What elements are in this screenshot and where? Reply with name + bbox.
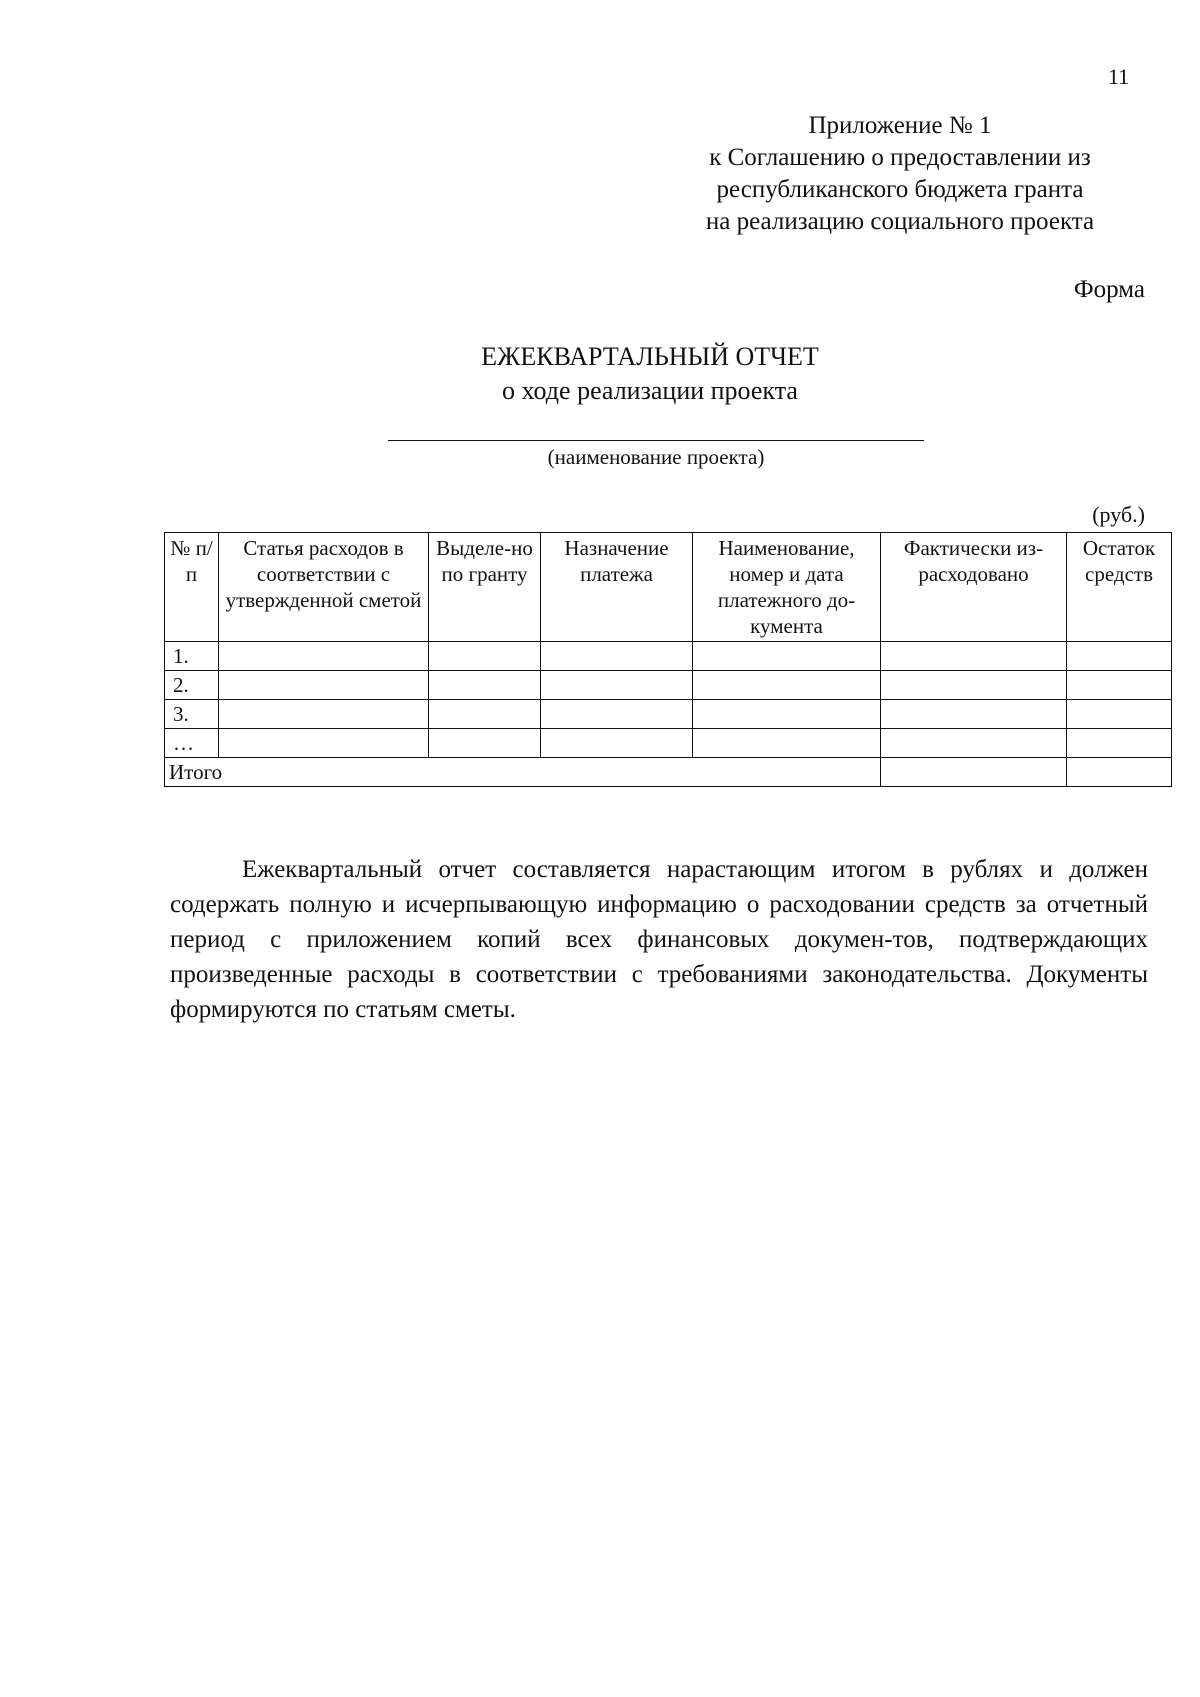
appendix-line: республиканского бюджета гранта (716, 176, 1084, 203)
table-row (165, 671, 1172, 700)
table-cell[interactable] (1067, 700, 1172, 729)
table-cell[interactable] (1067, 642, 1172, 671)
appendix-line: на реализацию социального проекта (705, 208, 1095, 235)
project-name-line (388, 440, 924, 441)
table-cell[interactable] (541, 729, 693, 758)
table-header-row (165, 533, 1172, 642)
table-cell[interactable] (219, 729, 429, 758)
table-cell[interactable] (1067, 729, 1172, 758)
table-cell[interactable] (429, 671, 541, 700)
column-header: Остаток средств (1067, 533, 1172, 642)
row-number: 2. (165, 671, 219, 700)
table-cell[interactable] (541, 642, 693, 671)
table-cell[interactable] (219, 700, 429, 729)
column-header: Фактически из-расходовано (881, 533, 1067, 642)
table-row (165, 642, 1172, 671)
table-cell[interactable] (429, 700, 541, 729)
project-name-caption: (наименование проекта) (547, 445, 765, 469)
column-header: Выделе-но по гранту (429, 533, 541, 642)
appendix-line: Приложение № 1 (808, 112, 992, 139)
table-cell[interactable] (693, 700, 881, 729)
page-number: 11 (1108, 64, 1130, 89)
form-label: Форма (1073, 276, 1145, 303)
appendix-line: к Соглашению о предоставлении из (709, 144, 1091, 171)
currency-units: (руб.) (1092, 502, 1145, 527)
table-cell[interactable] (881, 671, 1067, 700)
table-row (165, 729, 1172, 758)
row-number: 1. (165, 642, 219, 671)
table-cell[interactable] (881, 758, 1067, 787)
total-row (165, 758, 1172, 787)
column-header: Назначение платежа (541, 533, 693, 642)
body-paragraph: Ежеквартальный отчет составляется нарастающим итогом в рублях и должен содержать полную и исчерпывающую информацию о расходовании средств за отчетный период с приложением копий всех финансовых докумен-тов, подтверждающих произведенные расходы в соответствии с требованиями законодательства. Документы формируются по статьям сметы. (170, 856, 1148, 1023)
appendix-header (660, 110, 1140, 238)
row-number: … (165, 729, 219, 758)
column-header: № п/п (165, 533, 219, 642)
table-cell[interactable] (1067, 671, 1172, 700)
row-number: 3. (165, 700, 219, 729)
title-main: ЕЖЕКВАРТАЛЬНЫЙ ОТЧЕТ (481, 342, 819, 371)
table-cell[interactable] (881, 642, 1067, 671)
report-table (164, 532, 1172, 787)
table-cell[interactable] (881, 700, 1067, 729)
document-title (350, 340, 950, 408)
title-sub: о ходе реализации проекта (502, 376, 798, 405)
table-cell[interactable] (693, 671, 881, 700)
table-cell[interactable] (429, 642, 541, 671)
table-row (165, 700, 1172, 729)
column-header: Наименование, номер и дата платежного до-кумента (693, 533, 881, 642)
table-cell[interactable] (429, 729, 541, 758)
table-cell[interactable] (219, 671, 429, 700)
table-cell[interactable] (541, 700, 693, 729)
column-header: Статья расходов в соответствии с утвержденной сметой (219, 533, 429, 642)
total-label: Итого (165, 758, 881, 787)
table-cell[interactable] (881, 729, 1067, 758)
table-cell[interactable] (219, 642, 429, 671)
table-cell[interactable] (693, 729, 881, 758)
table-cell[interactable] (693, 642, 881, 671)
table-cell[interactable] (541, 671, 693, 700)
table-cell[interactable] (1067, 758, 1172, 787)
